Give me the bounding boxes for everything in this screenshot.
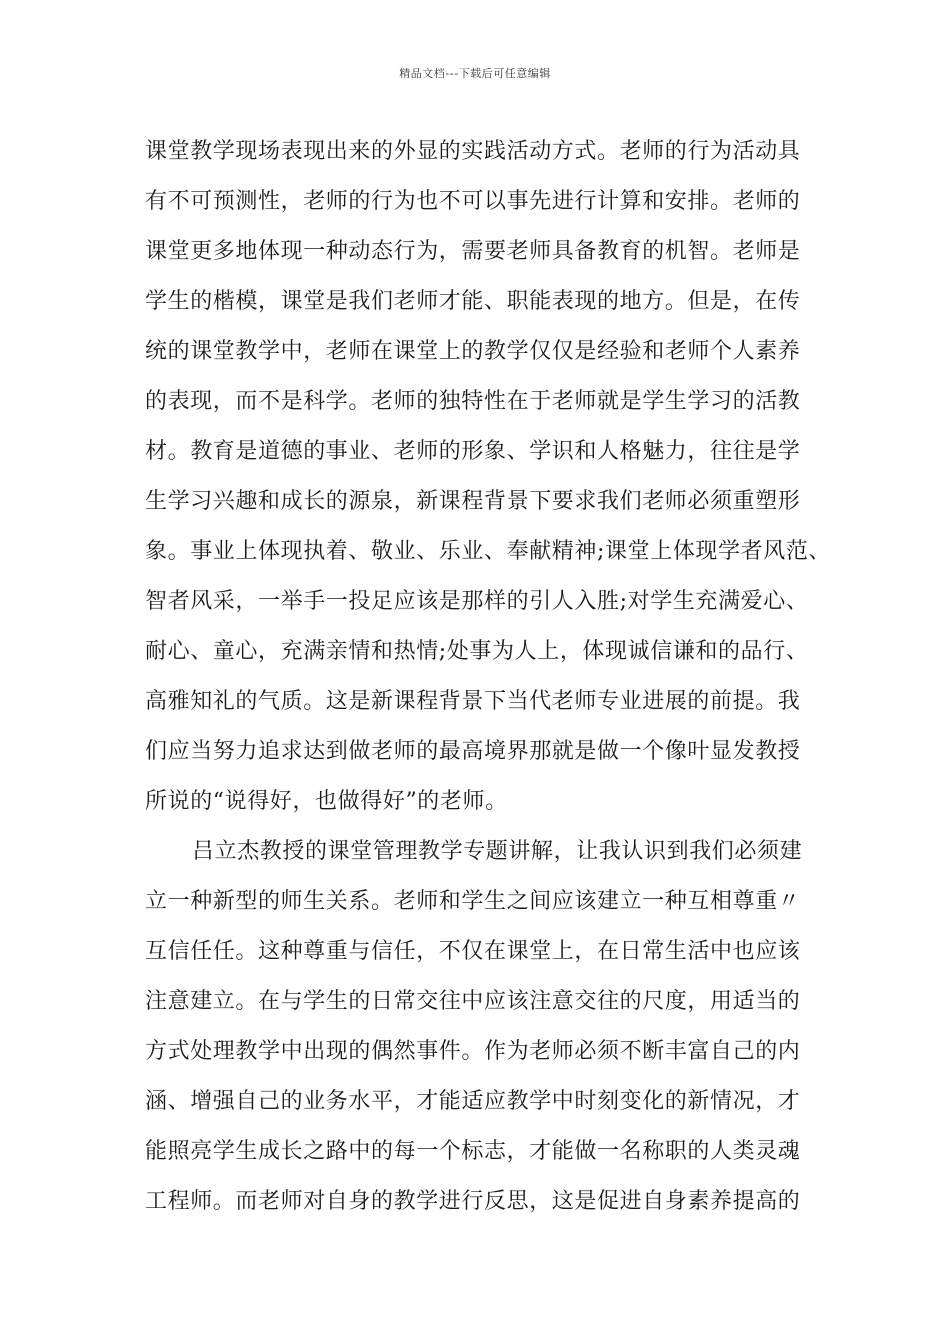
text-line: 工程师。而老师对自身的教学进行反思，这是促进自身素养提高的 [145, 1189, 801, 1214]
text-line: 方式处理教学中出现的偶然事件。作为老师必须不断丰富自己的内 [145, 1039, 801, 1064]
text-line: 能照亮学生成长之路中的每一个标志，才能做一名称职的人类灵魂 [145, 1139, 801, 1164]
page-header: 精品文档---下载后可任意编辑 [399, 67, 551, 80]
text-line: 象。事业上体现执着、敬业、乐业、奉献精神;课堂上体现学者风范、 [145, 539, 832, 564]
text-line: 统的课堂教学中，老师在课堂上的教学仅仅是经验和老师个人素养 [145, 339, 801, 364]
text-line: 吕立杰教授的课堂管理教学专题讲解，让我认识到我们必须建 [192, 839, 803, 864]
text-line: 材。教育是道德的事业、老师的形象、学识和人格魅力，往往是学 [145, 439, 801, 464]
paragraph-2 [145, 834, 825, 1234]
text-line: 生学习兴趣和成长的源泉，新课程背景下要求我们老师必须重塑形 [145, 489, 801, 514]
text-line: 的表现，而不是科学。老师的独特性在于老师就是学生学习的活教 [145, 389, 801, 414]
text-line: 涵、增强自己的业务水平，才能适应教学中时刻变化的新情况，才 [145, 1089, 801, 1114]
document-body [145, 134, 832, 1234]
text-line: 学生的楷模，课堂是我们老师才能、职能表现的地方。但是，在传 [145, 289, 801, 314]
text-line: 们应当努力追求达到做老师的最高境界那就是做一个像叶显发教授 [145, 739, 801, 764]
paragraph-1 [145, 134, 832, 834]
text-line: 课堂更多地体现一种动态行为，需要老师具备教育的机智。老师是 [145, 239, 801, 264]
text-line: 课堂教学现场表现出来的外显的实践活动方式。老师的行为活动具 [145, 139, 801, 164]
text-line: 互信任任。这种尊重与信任，不仅在课堂上，在日常生活中也应该 [145, 939, 801, 964]
text-line: 立一种新型的师生关系。老师和学生之间应该建立一种互相尊重〃 [145, 889, 801, 914]
text-line: 有不可预测性，老师的行为也不可以事先进行计算和安排。老师的 [145, 189, 801, 214]
text-line: 注意建立。在与学生的日常交往中应该注意交往的尺度，用适当的 [145, 989, 801, 1014]
text-line: 高雅知礼的气质。这是新课程背景下当代老师专业进展的前提。我 [145, 689, 801, 714]
text-line: 智者风采，一举手一投足应该是那样的引人入胜;对学生充满爱心、 [145, 589, 809, 614]
text-line: 耐心、童心，充满亲情和热情;处事为人上，体现诚信谦和的品行、 [145, 639, 809, 664]
text-line: 所说的“说得好，也做得好”的老师。 [145, 789, 508, 814]
